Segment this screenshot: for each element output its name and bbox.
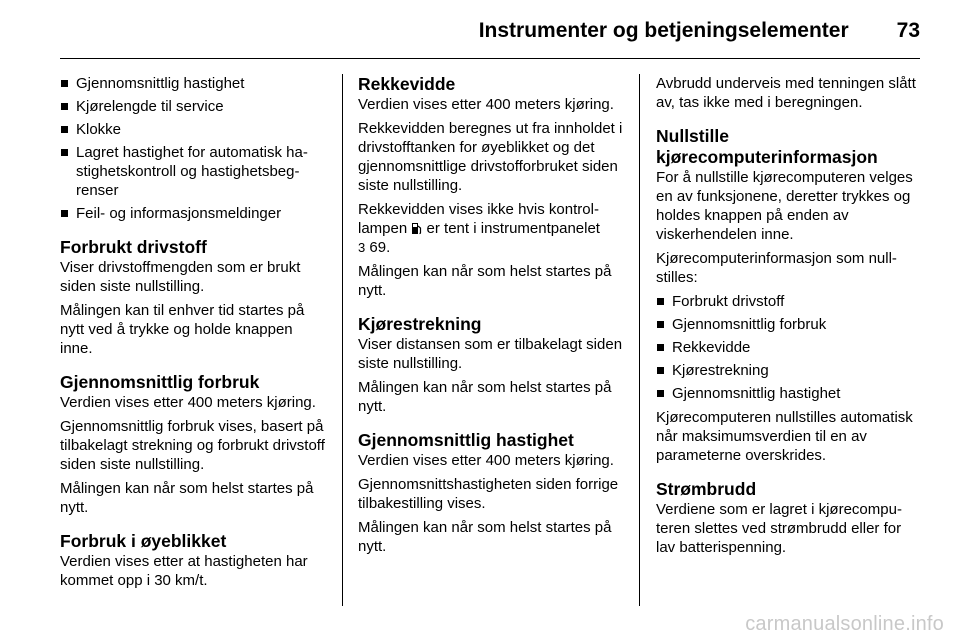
section-intro xyxy=(656,74,922,112)
column-divider-2 xyxy=(639,74,640,606)
bullet-icon xyxy=(61,210,68,217)
paragraph: Viser distansen som er tilbakelagt siden siste nullstilling. xyxy=(358,336,623,372)
bullet-icon xyxy=(61,103,68,110)
page-title: Instrumenter og betjeningselementer xyxy=(478,19,849,42)
section-strombrudd xyxy=(656,479,922,557)
list-item: Rekkevidde xyxy=(656,338,922,357)
list-item: Klokke xyxy=(60,120,326,139)
section-heading: Strømbrudd xyxy=(656,479,757,499)
bullet-icon xyxy=(657,298,664,305)
bullet-icon xyxy=(61,80,68,87)
section-gjennomsnittlig-forbruk xyxy=(60,372,326,517)
bullet-icon xyxy=(61,149,68,156)
paragraph: Rekkevidden vises ikke hvis kontrollampen er tent i instrumentpanelet 3 69. xyxy=(358,201,600,256)
fuel-pump-icon xyxy=(411,221,422,235)
paragraph: Rekkevidden beregnes ut fra innholdet i drivstofftanken for øyeblikket og det gjennomsnittlige drivstofforbruket siden siste nullstilling. xyxy=(358,120,623,194)
paragraph: Kjørecomputeren nullstilles automatisk når maksimumsverdien til en av parameterne overskrides. xyxy=(656,409,913,464)
paragraph: Verdiene som er lagret i kjørecomputeren slettes ved strømbrudd eller for lav batterispenning. xyxy=(656,501,902,556)
bullet-icon xyxy=(657,367,664,374)
paragraph: Gjennomsnittlig forbruk vises, basert på tilbakelagt strekning og forbrukt drivstoff siden siste nullstilling. xyxy=(60,418,325,473)
list-item: Lagret hastighet for automatisk hastighetskontroll og hastighetsbegrenser xyxy=(60,143,326,200)
paragraph: Gjennomsnittshastigheten siden forrige tilbakestilling vises. xyxy=(358,476,619,512)
section-gjennomsnittlig-hastighet xyxy=(358,430,624,556)
paragraph: For å nullstille kjørecomputeren velges en av funksjonene, deretter trykkes og holdes knappen på enden av viskerhendelen inne. xyxy=(656,169,913,243)
list-item: Kjørelengde til service xyxy=(60,97,326,116)
section-forbrukt-drivstoff xyxy=(60,237,326,358)
paragraph: Kjørecomputerinformasjon som nullstilles: xyxy=(656,250,897,286)
column-1 xyxy=(60,74,326,595)
feature-list-section xyxy=(60,74,326,223)
section-heading: Forbrukt drivstoff xyxy=(60,237,207,257)
page-header xyxy=(60,14,920,48)
paragraph: Verdien vises etter 400 meters kjøring. xyxy=(358,96,614,113)
bullet-icon xyxy=(657,390,664,397)
watermark: carmanualsonline.info xyxy=(745,613,944,635)
reset-list xyxy=(656,292,922,403)
list-item: Kjørestrekning xyxy=(656,361,922,380)
page-reference[interactable]: 69. xyxy=(369,239,391,256)
paragraph: Målingen kan når som helst startes på nytt. xyxy=(358,519,612,555)
bullet-icon xyxy=(61,126,68,133)
section-forbruk-i-oyeblikket xyxy=(60,531,326,590)
section-nullstille xyxy=(656,126,922,465)
section-heading: Rekkevidde xyxy=(358,74,456,94)
paragraph: Verdien vises etter at hastigheten har kommet opp i 30 km/t. xyxy=(60,553,308,589)
paragraph: Målingen kan når som helst startes på nytt. xyxy=(358,379,612,415)
paragraph: Verdien vises etter 400 meters kjøring. xyxy=(60,394,316,411)
section-heading: Kjørestrekning xyxy=(358,314,482,334)
paragraph: Verdien vises etter 400 meters kjøring. xyxy=(358,452,614,469)
header-rule xyxy=(60,58,920,59)
section-heading: Gjennomsnittlig forbruk xyxy=(60,372,260,392)
list-item: Gjennomsnittlig forbruk xyxy=(656,315,922,334)
section-kjorestrekning xyxy=(358,314,624,416)
section-heading: Gjennomsnittlig hastighet xyxy=(358,430,574,450)
section-rekkevidde xyxy=(358,74,624,300)
column-3 xyxy=(656,74,922,562)
paragraph: Målingen kan når som helst startes på nytt. xyxy=(60,480,314,516)
list-item: Gjennomsnittlig hastighet xyxy=(60,74,326,93)
section-heading: Forbruk i øyeblikket xyxy=(60,531,227,551)
list-item: Feil- og informasjonsmeldinger xyxy=(60,204,326,223)
section-heading: Nullstille kjørecomputerinformasjon xyxy=(656,126,878,167)
paragraph: Målingen kan til enhver tid startes på nytt ved å trykke og holde knappen inne. xyxy=(60,302,305,357)
list-item: Gjennomsnittlig hastighet xyxy=(656,384,922,403)
paragraph: Målingen kan når som helst startes på nytt. xyxy=(358,263,612,299)
paragraph: Viser drivstoffmengden som er brukt siden siste nullstilling. xyxy=(60,259,301,295)
arrow-right-icon: 3 xyxy=(358,240,366,255)
column-divider-1 xyxy=(342,74,343,606)
page-number: 73 xyxy=(896,19,920,42)
column-2 xyxy=(358,74,624,561)
paragraph: Avbrudd underveis med tenningen slått av, tas ikke med i beregningen. xyxy=(656,75,916,111)
feature-list xyxy=(60,74,326,223)
list-item: Forbrukt drivstoff xyxy=(656,292,922,311)
bullet-icon xyxy=(657,344,664,351)
bullet-icon xyxy=(657,321,664,328)
